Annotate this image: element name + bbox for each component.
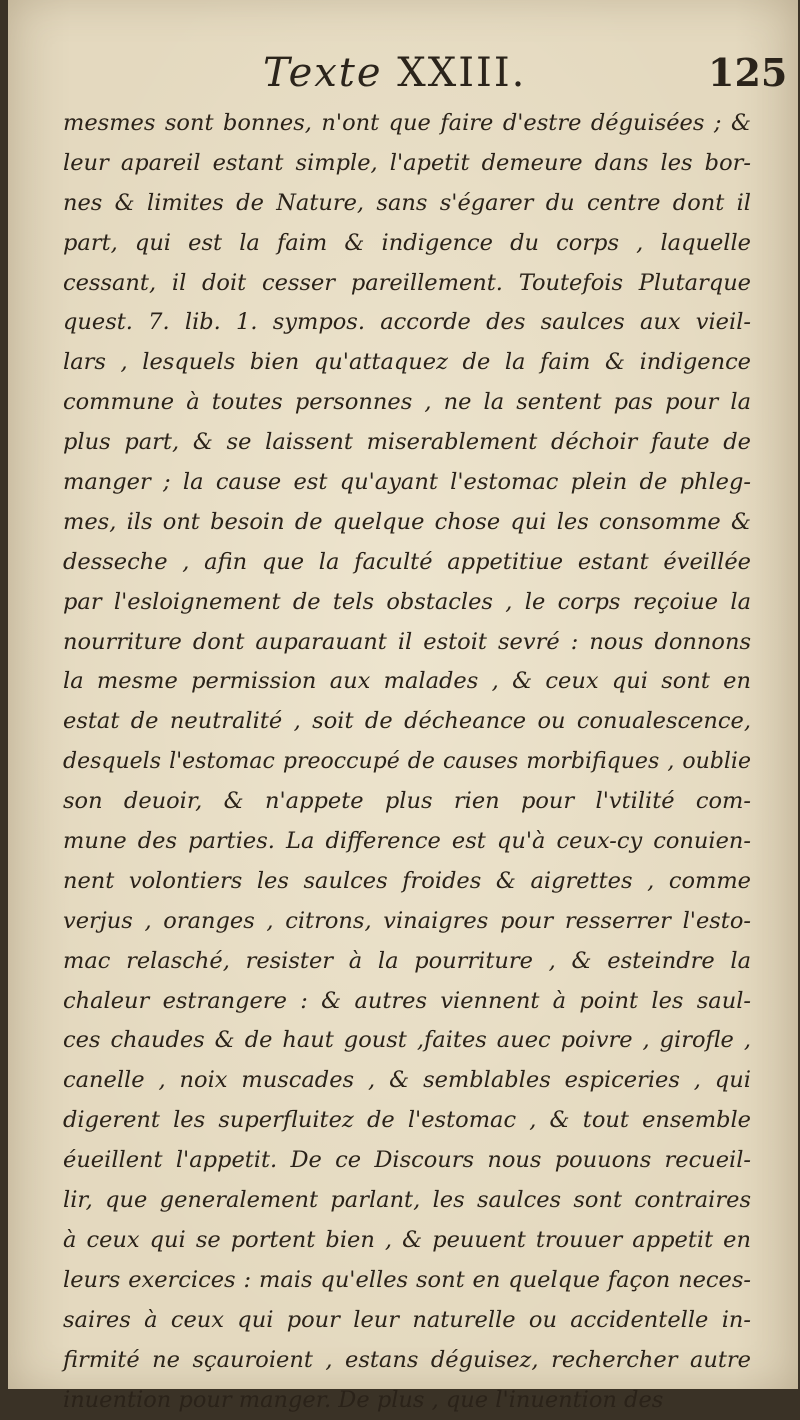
text-line: saires à ceux qui pour leur naturelle ou accidentelle in- (63, 1301, 751, 1341)
text-line: part, qui est la faim & indigence du corps , laquelle (63, 224, 751, 264)
page-number: 125 (708, 50, 787, 95)
text-line: nes & limites de Nature, sans s'égarer du centre dont il (63, 184, 751, 224)
text-line: la mesme permission aux malades , & ceux qui sont en (63, 662, 751, 702)
text-line: par l'esloignement de tels obstacles , le corps reçoiue la (63, 583, 751, 623)
text-line: verjus , oranges , citrons, vinaigres pour resserrer l'esto- (63, 902, 751, 942)
text-line: plus part, & se laissent miserablement déchoir faute de (63, 423, 751, 463)
text-line: inuention pour manger. De plus , que l'inuention des (63, 1381, 751, 1420)
body-text (63, 104, 751, 1420)
text-line: mesmes sont bonnes, n'ont que faire d'estre déguisées ; & (63, 104, 751, 144)
text-line: lir, que generalement parlant, les saulces sont contraires (63, 1181, 751, 1221)
text-line: à ceux qui se portent bien , & peuuent trouuer appetit en (63, 1221, 751, 1261)
text-line: canelle , noix muscades , & semblables espiceries , qui (63, 1061, 751, 1101)
text-line: leurs exercices : mais qu'elles sont en quelque façon neces- (63, 1261, 751, 1301)
page-header (8, 50, 798, 106)
text-line: manger ; la cause est qu'ayant l'estomac plein de phleg- (63, 463, 751, 503)
text-line: éueillent l'appetit. De ce Discours nous pouuons recueil- (63, 1141, 751, 1181)
text-line: desquels l'estomac preoccupé de causes morbifiques , oublie (63, 742, 751, 782)
text-line: nent volontiers les saulces froides & aigrettes , comme (63, 862, 751, 902)
text-line: digerent les superfluitez de l'estomac , & tout ensemble (63, 1101, 751, 1141)
text-line: quest. 7. lib. 1. sympos. accorde des saulces aux vieil- (63, 303, 751, 343)
text-line: cessant, il doit cesser pareillement. Toutefois Plutarque (63, 264, 751, 304)
text-line: estat de neutralité , soit de décheance ou conualescence, (63, 702, 751, 742)
text-line: son deuoir, & n'appete plus rien pour l'vtilité com- (63, 782, 751, 822)
text-line: mac relasché, resister à la pourriture , & esteindre la (63, 942, 751, 982)
text-line: commune à toutes personnes , ne la sentent pas pour la (63, 383, 751, 423)
text-line: mes, ils ont besoin de quelque chose qui les consomme & (63, 503, 751, 543)
text-line: mune des parties. La difference est qu'à ceux-cy conuien- (63, 822, 751, 862)
text-line: desseche , afin que la faculté appetitiue estant éveillée (63, 543, 751, 583)
book-page (8, 0, 798, 1389)
text-line: ces chaudes & de haut goust ,faites auec poivre , girofle , (63, 1021, 751, 1061)
text-line: lars , lesquels bien qu'attaquez de la faim & indigence (63, 343, 751, 383)
text-line: firmité ne sçauroient , estans déguisez, rechercher autre (63, 1341, 751, 1381)
text-line: chaleur estrangere : & autres viennent à point les saul- (63, 982, 751, 1022)
text-line: leur apareil estant simple, l'apetit demeure dans les bor- (63, 144, 751, 184)
running-title-numeral: XXIII. (397, 50, 526, 96)
running-title (263, 50, 526, 96)
text-line: nourriture dont auparauant il estoit sevré : nous donnons (63, 623, 751, 663)
running-title-word: Texte (263, 50, 383, 96)
